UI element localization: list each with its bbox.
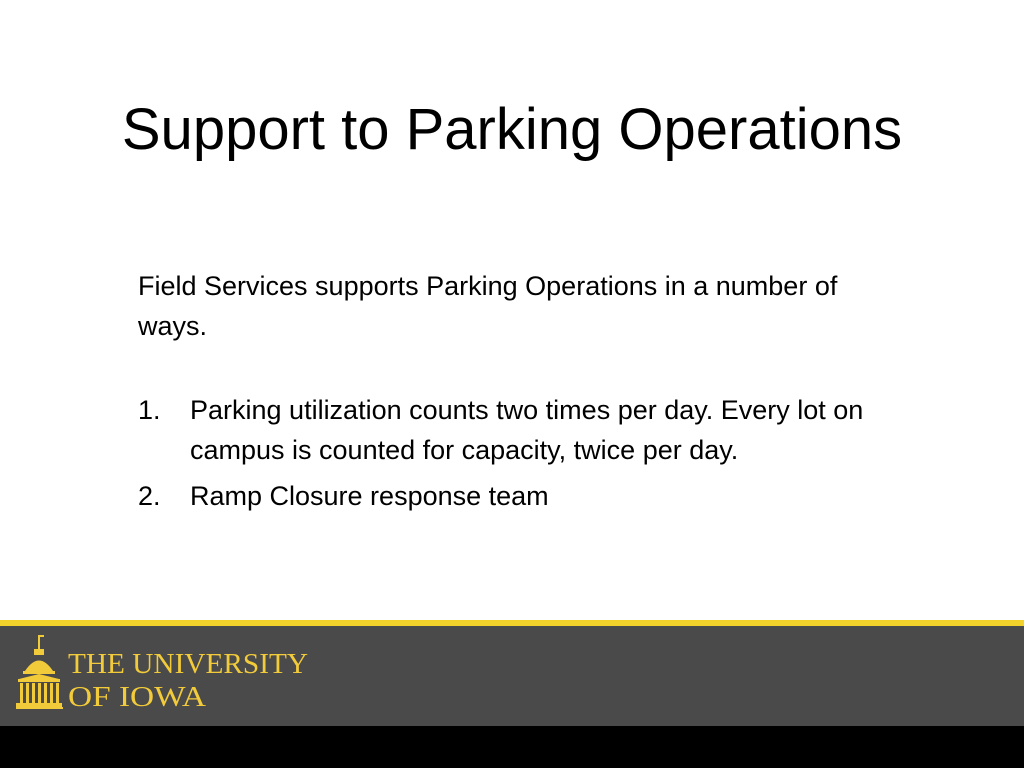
logo-line-2: OF IOWA: [68, 682, 207, 713]
list-item-text: Ramp Closure response team: [190, 481, 549, 511]
old-capitol-dome-icon: [16, 633, 316, 715]
logo-line-1: THE UNIVERSITY: [68, 649, 308, 680]
list-item-number: 1.: [138, 395, 161, 425]
list-item: [138, 476, 898, 516]
intro-paragraph: Field Services supports Parking Operations in a number of ways.: [138, 271, 838, 341]
slide-body: [138, 266, 898, 522]
list-item-text: Parking utilization counts two times per day. Every lot on campus is counted for capacity, twice per day.: [190, 395, 864, 465]
slide-title: Support to Parking Operations: [121, 97, 903, 162]
list-item: [138, 390, 898, 470]
university-logo: [16, 633, 316, 715]
footer-black-bar: [0, 726, 1024, 768]
list-item-number: 2.: [138, 481, 161, 511]
steps-list: [138, 390, 898, 516]
